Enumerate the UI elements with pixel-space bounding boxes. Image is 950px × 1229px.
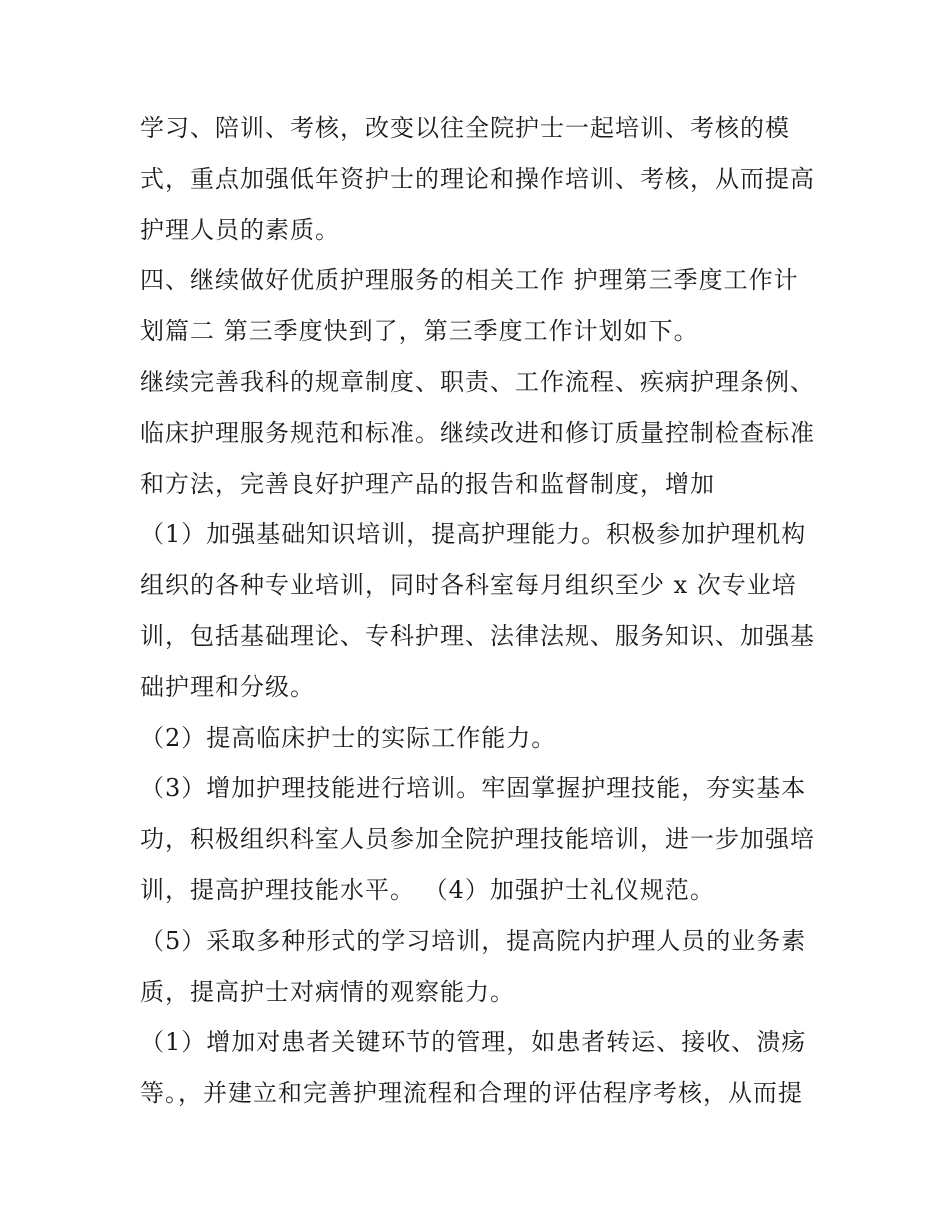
text-line-8: 和方法，完善良好护理产品的报告和监督制度，增加 <box>140 469 715 498</box>
text-line-17: （5）采取多种形式的学习培训，提高院内护理人员的业务素 <box>140 926 807 955</box>
text-line-19: （1）增加对患者关键环节的管理，如患者转运、接收、溃疡 <box>140 1028 807 1057</box>
text-line-7: 临床护理服务规范和标准。继续改进和修订质量控制检查标准 <box>140 418 815 447</box>
text-line-11: 训，包括基础理论、专科护理、法律法规、服务知识、加强基 <box>140 621 815 650</box>
text-line-2: 式，重点加强低年资护士的理论和操作培训、考核，从而提高 <box>140 164 815 193</box>
text-line-3: 护理人员的素质。 <box>140 215 340 244</box>
document-body <box>140 103 820 1119</box>
text-line-9: （1）加强基础知识培训，提高护理能力。积极参加护理机构 <box>140 520 807 549</box>
text-line-20: 等。，并建立和完善护理流程和合理的评估程序考核，从而提 <box>140 1079 803 1108</box>
text-line-5: 划篇二 第三季度快到了，第三季度工作计划如下。 <box>140 317 699 346</box>
text-line-1: 学习、陪训、考核，改变以往全院护士一起培训、考核的模 <box>140 114 790 142</box>
text-line-14: （3）增加护理技能进行培训。牢固掌握护理技能，夯实基本 <box>140 774 807 803</box>
text-line-10: 组织的各种专业培训，同时各科室每月组织至少 x 次专业培 <box>140 571 797 600</box>
text-line-4: 四、继续做好优质护理服务的相关工作 护理第三季度工作计 <box>140 266 799 295</box>
text-line-13: （2）提高临床护士的实际工作能力。 <box>140 723 557 752</box>
text-line-18: 质，提高护士对病情的观察能力。 <box>140 977 515 1006</box>
text-line-15: 功，积极组织科室人员参加全院护理技能培训，进一步加强培 <box>140 825 815 854</box>
text-line-16: 训，提高护理技能水平。 （4）加强护士礼仪规范。 <box>140 875 715 904</box>
text-line-12: 础护理和分级。 <box>140 672 315 701</box>
text-line-6: 继续完善我科的规章制度、职责、工作流程、疾病护理条例、 <box>140 367 815 396</box>
